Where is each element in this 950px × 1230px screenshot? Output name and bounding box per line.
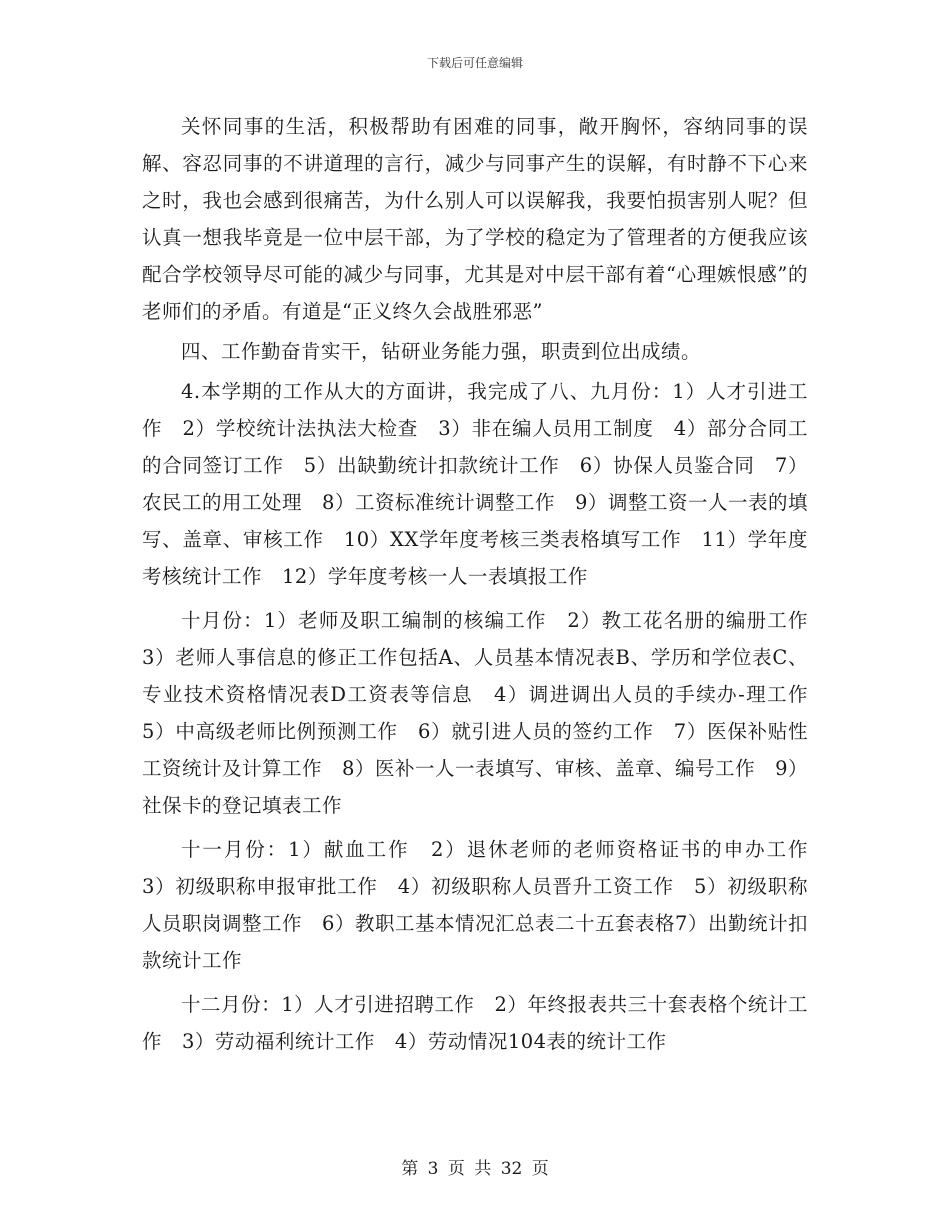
page-header: 下载后可任意编辑 bbox=[426, 56, 523, 70]
paragraph-december-work: 十二月份：1）人才引进招聘工作 2）年终报表共三十套表格个统计工作 3）劳动福利统计工作 4）劳动情况104表的统计工作 bbox=[142, 993, 808, 1053]
paragraph-colleague-relations: 关怀同事的生活，积极帮助有困难的同事，敞开胸怀，容纳同事的误解、容忍同事的不讲道理的言行，减少与同事产生的误解，有时静不下心来之时，我也会感到很痛苦，为什么别人可以误解我，我要怕损害别人呢？但认真一想我毕竟是一位中层干部，为了学校的稳定为了管理者的方便我应该配合学校领导尽可能的减少与同事，尤其是对中层干部有着“心理嫉恨感”的老师们的矛盾。有道是“正义终久会战胜邪恶” bbox=[142, 115, 808, 323]
paragraph-october-work: 十月份：1）老师及职工编制的核编工作 2）教工花名册的编册工作 3）老师人事信息的修正工作包括A、人员基本情况表B、学历和学位表C、专业技术资格情况表D工资表等信息 4）调进调出人员的手续办-理工作 5）中高级老师比例预测工作 6）就引进人员的签约工作 7）医保补贴性工资统计及计算工作 8）医补一人一表填写、审核、盖章、编号工作 9）社保卡的登记填表工作 bbox=[142, 609, 829, 817]
paragraph-section-four-heading: 四、工作勤奋肯实干，钻研业务能力强，职责到位出成绩。 bbox=[181, 340, 702, 363]
paragraph-aug-sep-work: 4.本学期的工作从大的方面讲，我完成了八、九月份：1）人才引进工作 2）学校统计法执法大检查 3）非在编人员用工制度 4）部分合同工的合同签订工作 5）出缺勤统计扣款统计工作 6）协保人员鉴合同 7）农民工的用工处理 8）工资标准统计调整工作 9）调整工资一人一表的填写、盖章、审核工作 10）XX学年度考核三类表格填写工作 11）学年度考核统计工作 12）学年度考核一人一表填报工作 bbox=[142, 380, 808, 588]
document-body bbox=[142, 108, 829, 1060]
page-footer: 第 3 页 共 32 页 bbox=[401, 1159, 549, 1179]
paragraph-november-work: 十一月份：1）献血工作 2）退休老师的老师资格证书的申办工作 3）初级职称申报审批工作 4）初级职称人员晋升工资工作 5）初级职称人员职岗调整工作 6）教职工基本情况汇总表二十五套表格7）出勤统计扣款统计工作 bbox=[142, 838, 829, 972]
